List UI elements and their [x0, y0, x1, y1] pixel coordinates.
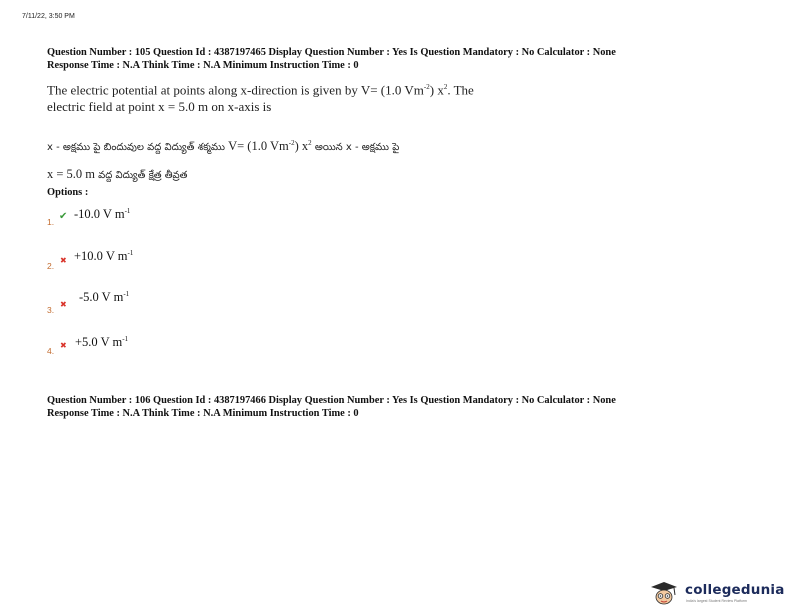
- option-1-exponent: -1: [124, 207, 131, 215]
- te-line2-b: వద్ద విద్యుత్ క్షేత్ర తీవ్రత: [98, 170, 188, 182]
- en-text-part1: The electric potential at points along x-direction is given by V= (1.0 Vm: [47, 82, 424, 98]
- option-3-number: 3.: [47, 305, 55, 315]
- question-105-english-text: [47, 79, 607, 115]
- options-label: Options :: [47, 187, 89, 198]
- option-1-number: 1.: [47, 217, 55, 227]
- option-2-number: 2.: [47, 261, 55, 271]
- option-2-value: +10.0 V m: [74, 249, 128, 264]
- cross-icon: ✖: [60, 300, 67, 309]
- question-105-telugu-text: [47, 130, 667, 189]
- mascot-icon: [648, 580, 680, 606]
- option-4-exponent: -1: [122, 335, 129, 343]
- option-3-exponent: -1: [123, 290, 130, 298]
- option-1-value: -10.0 V m: [74, 207, 125, 222]
- te-line2-a: x = 5.0 m: [47, 167, 99, 182]
- logo-tagline: India's largest Student Review Platform: [686, 599, 747, 603]
- te-text-part3: ) x: [294, 139, 309, 154]
- question-106-meta-line2: Response Time : N.A Think Time : N.A Minimum Instruction Time : 0: [47, 407, 359, 419]
- te-text-part1: x - అక్షము పై బిందువుల వద్ద విద్యుత్ శక్మము: [47, 142, 229, 154]
- question-105-meta-line2: Response Time : N.A Think Time : N.A Minimum Instruction Time : 0: [47, 59, 359, 71]
- option-2-exponent: -1: [127, 249, 134, 257]
- option-1-text: [74, 207, 130, 222]
- en-superscript-2: 2: [443, 83, 448, 91]
- question-106-meta: [47, 395, 767, 420]
- cross-icon: ✖: [60, 341, 67, 350]
- te-superscript-1: -2: [288, 139, 295, 147]
- en-text-line2: electric field at point x = 5.0 m on x-axis is: [47, 99, 272, 115]
- option-3-value: -5.0 V m: [79, 290, 124, 305]
- te-text-part4: అయిన x - అక్షము పై: [311, 142, 400, 154]
- option-3-text: [79, 290, 129, 305]
- option-4-number: 4.: [47, 346, 55, 356]
- te-text-part2: V= (1.0 Vm: [228, 139, 289, 154]
- option-2-text: [74, 249, 133, 264]
- option-4-value: +5.0 V m: [75, 335, 123, 350]
- en-text-part2: ) x: [429, 82, 444, 98]
- option-4-text: [75, 335, 128, 350]
- cross-icon: ✖: [60, 256, 67, 265]
- question-105-meta: [47, 47, 767, 72]
- print-timestamp: 7/11/22, 3:50 PM: [22, 13, 75, 20]
- collegedunia-logo: [648, 578, 788, 608]
- question-105-meta-line1: Question Number : 105 Question Id : 4387197465 Display Question Number : Yes Is Question Mandatory : No Calculator : None: [47, 47, 616, 58]
- te-superscript-2: 2: [308, 139, 312, 147]
- en-superscript-1: -2: [423, 83, 430, 91]
- en-text-part3: . The: [447, 82, 474, 98]
- checkmark-icon: ✔: [59, 211, 68, 222]
- logo-wordmark: collegedunia: [685, 582, 785, 598]
- question-106-meta-line1: Question Number : 106 Question Id : 4387197466 Display Question Number : Yes Is Question Mandatory : No Calculator : None: [47, 395, 616, 406]
